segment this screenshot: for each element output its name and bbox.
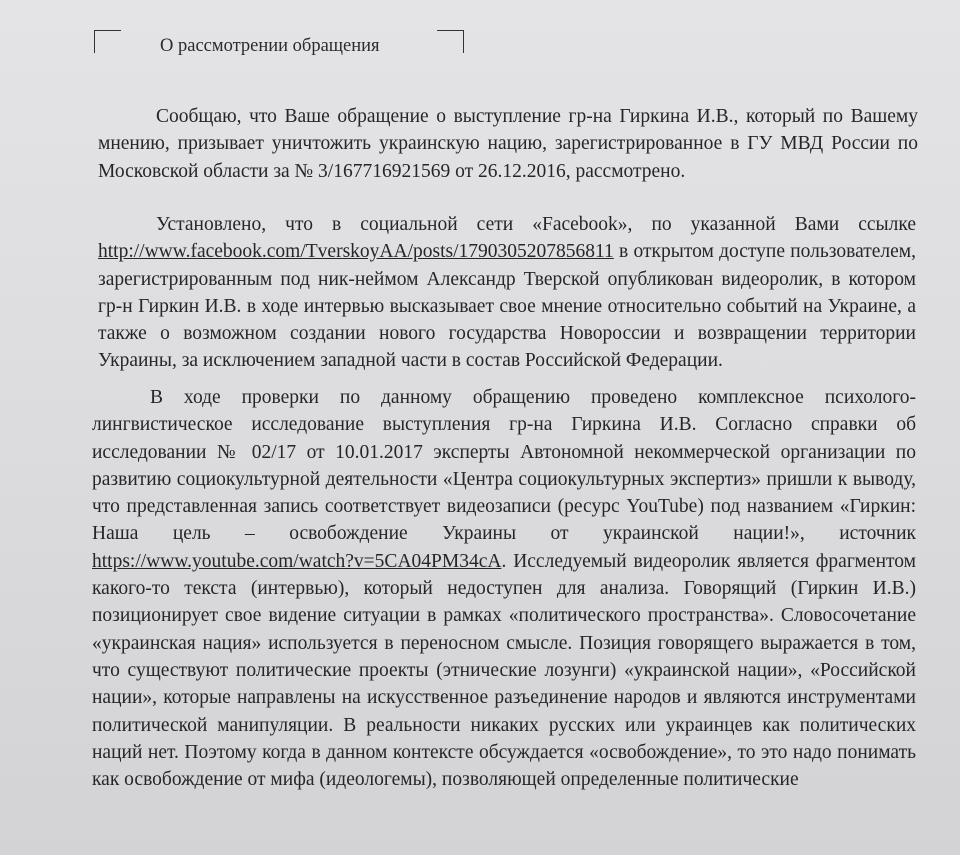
bracket-corner-left [94,30,121,53]
paragraph-2-text-start: Установлено, что в социальной сети «Facebook», по указанной Вами ссылке [156,214,916,235]
paragraph-notification [98,103,918,185]
paragraph-3-text-end: . Исследуемый видеоролик является фрагментом какого-то текста (интервью), который недоступен для анализа. Говорящий (Гиркин И.В.) позиционирует свое видение ситуации в рамках «политического пространства». Словосочетание «украинская нация» используется в переносном смысле. Позиция говорящего выражается в том, что существуют политические проекты (этнические лозунги) «украинской нации», «Российской нации», которые направлены на искусственное разъединение народов и являются инструментами политической манипуляции. В реальности никаких русских или украинцев как политических наций нет. Поэтому когда в данном контексте обсуждается «освобождение», то это надо понимать как освобождение от мифа (идеологемы), позволяющей определенные политические [92,550,916,791]
paragraph-1-text: Сообщаю, что Ваше обращение о выступление гр-на Гиркина И.В., который по Вашему мнению, призывает уничтожить украинскую нацию, зарегистрированное в ГУ МВД России по Московской области за № 3/167716921569 от 26.12.2016, рассмотрено. [98,106,918,182]
paragraph-examination [92,384,916,793]
subject-line: О рассмотрении обращения [160,36,380,56]
youtube-link[interactable]: https://www.youtube.com/watch?v=5CA04PM34cA [92,550,502,572]
paragraph-3-text-start: В ходе проверки по данному обращению проведено комплексное психолого-лингвистическое исследование выступления гр-на Гиркина И.В. Согласно справки об исследовании № 02/17 от 10.01.2017 эксперты Автономной некоммерческой организации по развитию социокультурной деятельности «Центра социокультурных экспертиз» пришли к выводу, что представленная запись соответствует видеозаписи (ресурс YouTube) под названием «Гиркин: Наша цель – освобождение Украины от украинской нации!», источник [92,387,916,545]
paragraph-findings [98,211,916,375]
facebook-link[interactable]: http://www.facebook.com/TverskoyAA/posts/1790305207856811 [98,241,614,263]
bracket-corner-right [437,30,464,53]
subject-block [94,30,464,60]
paragraph-2-text-end: в открытом доступе пользователем, зарегистрированным под ник-неймом Александр Тверской опубликован видеоролик, в котором гр-н Гиркин И.В. в ходе интервью высказывает свое мнение относительно событий на Украине, а также о возможном создании нового государства Новороссии и возвращении территории Украины, за исключением западной части в состав Российской Федерации. [98,241,917,372]
